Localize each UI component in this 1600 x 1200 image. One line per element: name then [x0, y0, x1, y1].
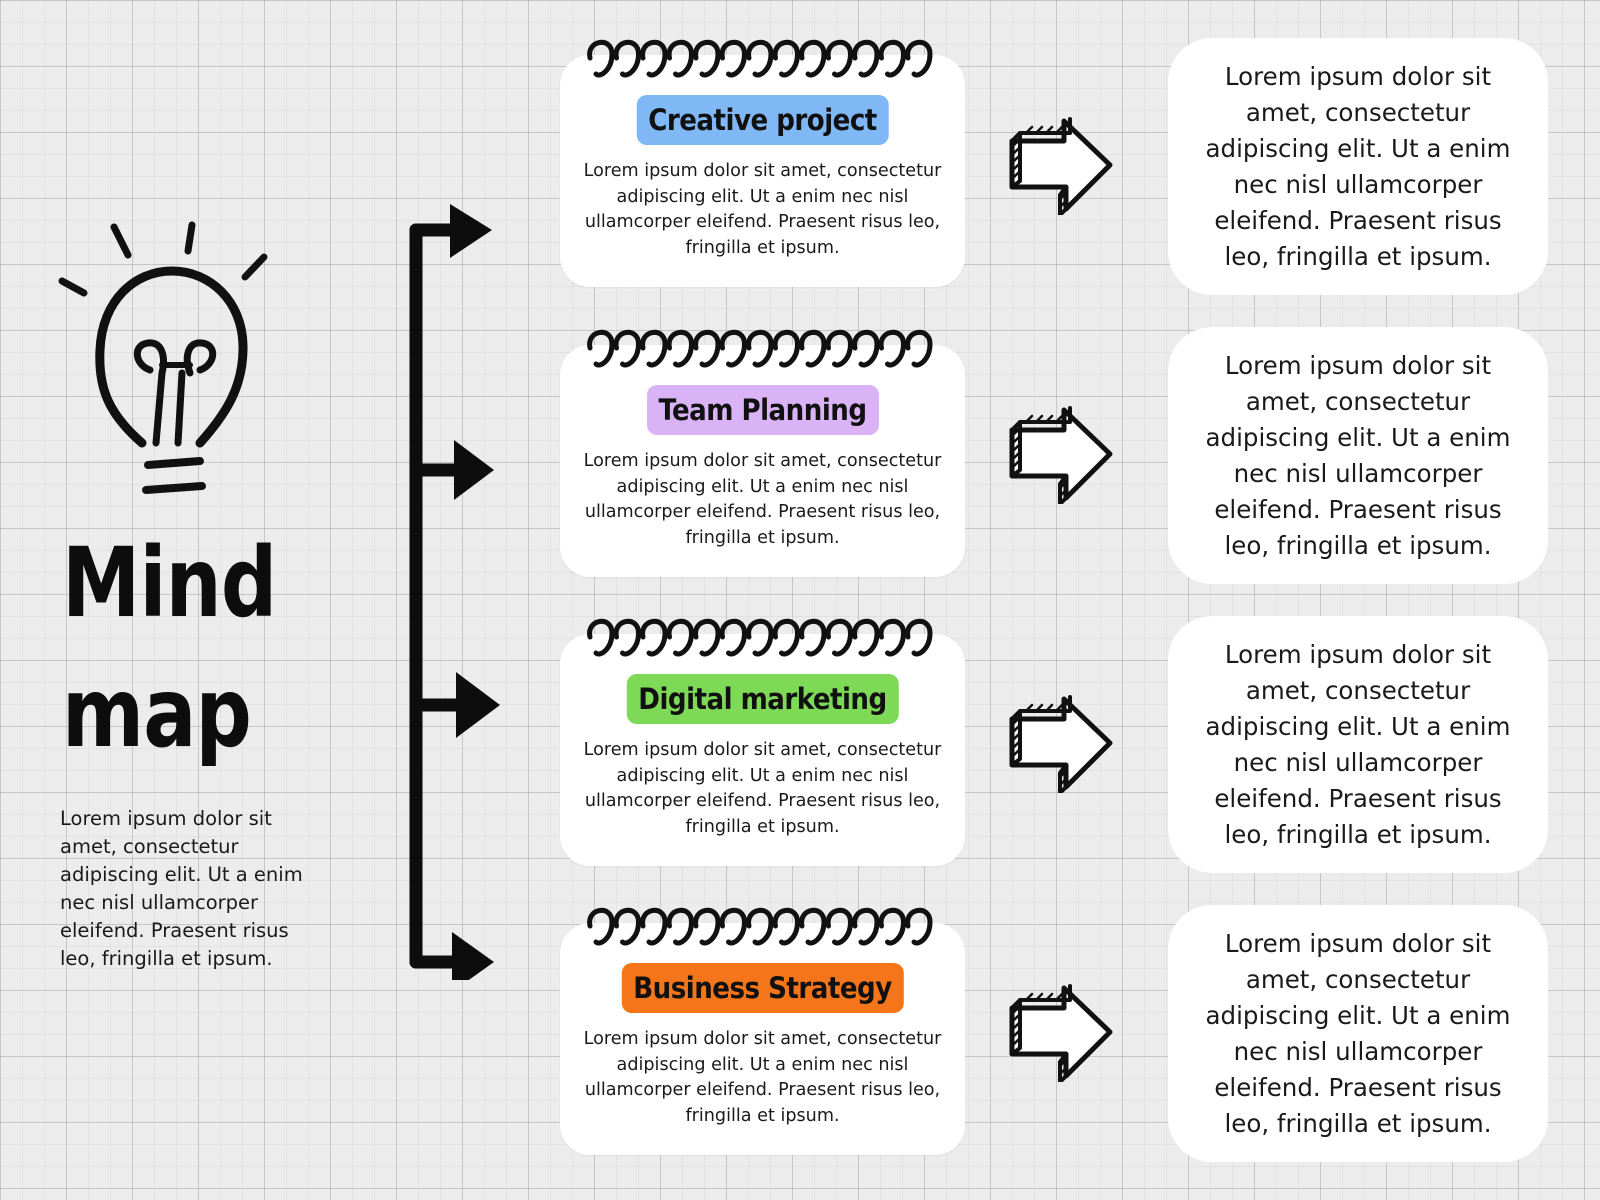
title-line-2: map: [62, 657, 252, 769]
card-text: Lorem ipsum dolor sit amet, consectetur adipiscing elit. Ut a enim nec nisl ullamcorper eleifend. Praesent risus leo, fringilla et ipsum.: [583, 1029, 942, 1126]
detail-box: [1168, 327, 1548, 584]
card-label: Team Planning: [646, 385, 878, 435]
detail-text: Lorem ipsum dolor sit amet, consectetur adipiscing elit. Ut a enim nec nisl ullamcorper eleifend. Praesent risus leo, fringilla et ipsum.: [1205, 61, 1511, 271]
title-line-1: Mind: [62, 527, 277, 639]
spiral-binding-icon: [580, 611, 940, 661]
card-team-planning: [560, 345, 965, 577]
card-creative-project: [560, 55, 965, 287]
intro-text: Lorem ipsum dolor sit amet, consectetur adipiscing elit. Ut a enim nec nisl ullamcorper eleifend. Praesent risus leo, fringilla et ipsum.: [60, 807, 303, 970]
sketch-arrow-icon: [1008, 404, 1118, 504]
sketch-arrow-icon: [1008, 115, 1118, 215]
spiral-binding-icon: [580, 322, 940, 372]
card-label: Digital marketing: [626, 674, 898, 724]
card-business-strategy: [560, 923, 965, 1155]
sketch-arrow-icon: [1008, 982, 1118, 1082]
card-text: Lorem ipsum dolor sit amet, consectetur adipiscing elit. Ut a enim nec nisl ullamcorper eleifend. Praesent risus leo, fringilla et ipsum.: [583, 740, 942, 837]
card-label: Business Strategy: [621, 963, 903, 1013]
detail-text: Lorem ipsum dolor sit amet, consectetur adipiscing elit. Ut a enim nec nisl ullamcorper eleifend. Praesent risus leo, fringilla et ipsum.: [1205, 350, 1511, 560]
spiral-binding-icon: [580, 900, 940, 950]
detail-text: Lorem ipsum dolor sit amet, consectetur adipiscing elit. Ut a enim nec nisl ullamcorper eleifend. Praesent risus leo, fringilla et ipsum.: [1205, 639, 1511, 849]
detail-box: [1168, 38, 1548, 295]
card-label: Creative project: [636, 95, 889, 145]
spiral-binding-icon: [580, 32, 940, 82]
tree-arrow-icon: [400, 200, 530, 980]
lightbulb-icon: [50, 215, 280, 515]
detail-text: Lorem ipsum dolor sit amet, consectetur adipiscing elit. Ut a enim nec nisl ullamcorper eleifend. Praesent risus leo, fringilla et ipsum.: [1205, 928, 1511, 1138]
card-text: Lorem ipsum dolor sit amet, consectetur adipiscing elit. Ut a enim nec nisl ullamcorper eleifend. Praesent risus leo, fringilla et ipsum.: [583, 161, 942, 258]
card-digital-marketing: [560, 634, 965, 866]
card-text: Lorem ipsum dolor sit amet, consectetur adipiscing elit. Ut a enim nec nisl ullamcorper eleifend. Praesent risus leo, fringilla et ipsum.: [583, 451, 942, 548]
detail-box: [1168, 616, 1548, 873]
sketch-arrow-icon: [1008, 693, 1118, 793]
detail-box: [1168, 905, 1548, 1162]
